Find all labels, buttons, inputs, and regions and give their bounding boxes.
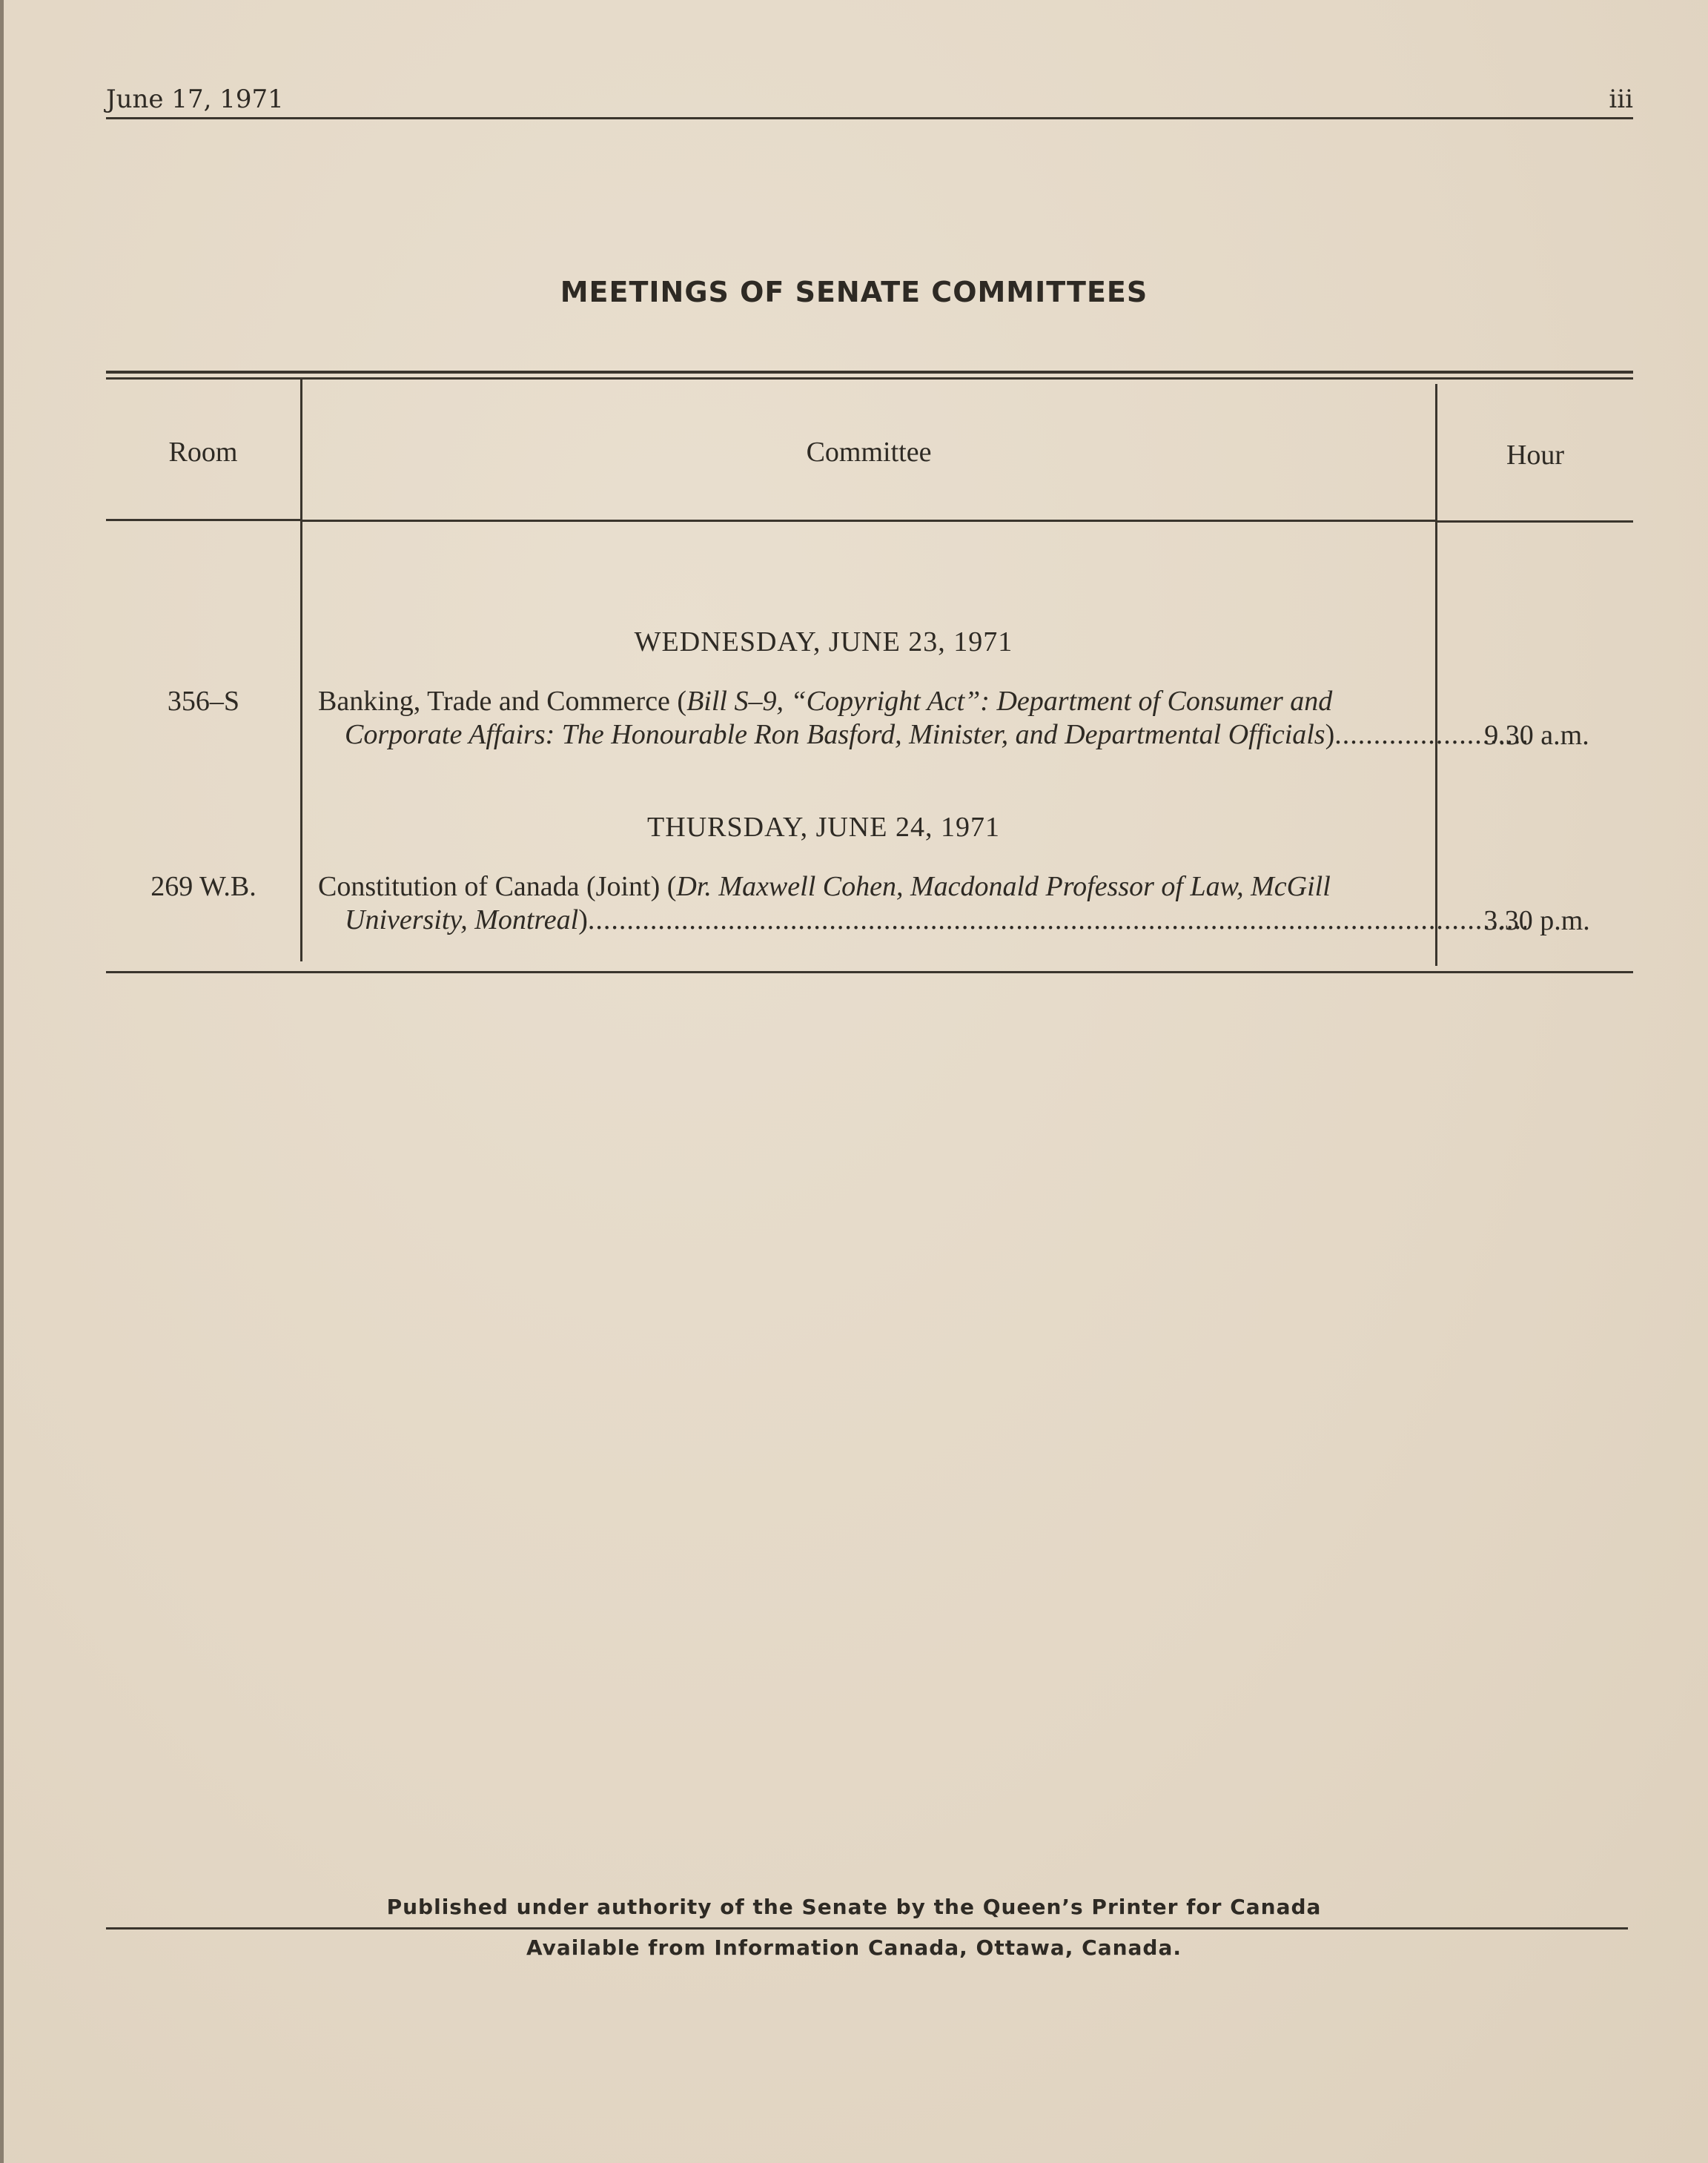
committee-entry-line2: [318, 904, 1526, 937]
closing-paren: ): [578, 904, 588, 935]
meeting-hour: 3.30 p.m.: [1483, 905, 1590, 936]
committee-details: Bill S–9, “Copyright Act”: Department of Consumer and: [686, 686, 1333, 717]
room-number: 269 W.B.: [150, 871, 256, 902]
table-bottom-rule: [106, 971, 1633, 973]
header-underline-room: [106, 519, 300, 521]
day-heading: THURSDAY, JUNE 24, 1971: [647, 812, 1000, 843]
committee-name: Constitution of Canada (Joint) (: [318, 871, 677, 902]
publisher-line: Published under authority of the Senate by the Queen’s Printer for Canada: [386, 1895, 1322, 1919]
page-number: iii: [1609, 85, 1633, 114]
header-underline-hour: [1437, 520, 1633, 523]
table-top-rule-inner: [106, 377, 1633, 380]
page-title: MEETINGS OF SENATE COMMITTEES: [560, 276, 1148, 308]
day-heading: WEDNESDAY, JUNE 23, 1971: [634, 626, 1013, 657]
room-number: 356–S: [167, 686, 240, 717]
availability-line: Available from Information Canada, Ottawa, Canada.: [526, 1935, 1182, 1960]
meeting-hour: 9.30 a.m.: [1484, 720, 1589, 751]
committee-schedule-table: [106, 371, 1633, 975]
closing-paren: ): [1325, 719, 1335, 750]
committee-entry-line1: [318, 685, 1526, 718]
committee-entry: [318, 870, 1526, 937]
committee-details-cont: University, Montreal: [345, 904, 579, 935]
committee-details: Dr. Maxwell Cohen, Macdonald Professor of Law, McGill: [676, 871, 1331, 902]
running-header: [106, 83, 1633, 119]
column-header-hour: Hour: [1506, 440, 1565, 471]
footer-rule: [106, 1927, 1628, 1930]
header-date: June 17, 1971: [106, 85, 284, 114]
table-top-rule: [106, 371, 1633, 374]
committee-entry: [318, 685, 1526, 752]
committee-entry-line1: [318, 870, 1526, 904]
committee-name: Banking, Trade and Commerce (: [318, 686, 687, 717]
committee-entry-line2: [318, 718, 1526, 752]
column-header-committee: Committee: [806, 437, 932, 468]
header-underline-committee: [302, 520, 1435, 522]
committee-details-cont: Corporate Affairs: The Honourable Ron Basford, Minister, and Departmental Officials: [345, 719, 1325, 750]
dot-leader: [588, 904, 1526, 937]
column-header-room: Room: [168, 437, 238, 468]
page-spine: [0, 0, 4, 2163]
